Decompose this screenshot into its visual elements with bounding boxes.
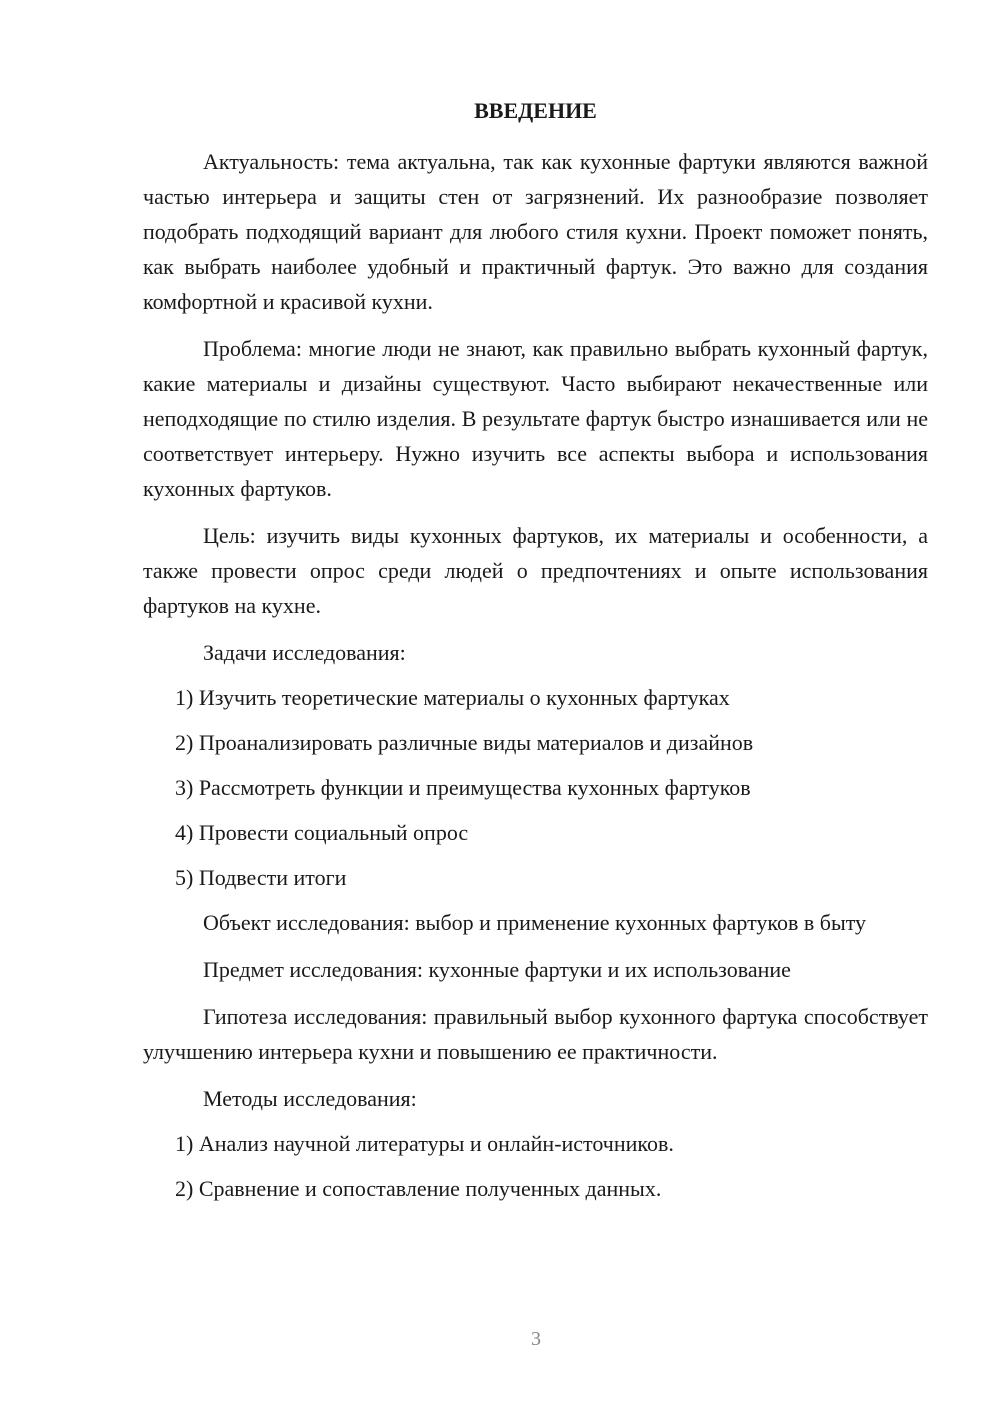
methods-heading: Методы исследования:: [203, 1086, 417, 1111]
method-item: 1) Анализ научной литературы и онлайн-источников.: [175, 1131, 674, 1156]
problem-paragraph: Проблема: многие люди не знают, как правильно выбрать кухонный фартук, какие материалы и дизайны существуют. Часто выбирают некачественные или неподходящие по стилю изделия. В результате фартук быстро изнашивается или не соответствует интерьеру. Нужно изучить все аспекты выбора и использования кухонных фартуков.: [143, 336, 928, 501]
page-number: 3: [531, 1328, 541, 1350]
subject-paragraph: Предмет исследования: кухонные фартуки и их использование: [203, 957, 791, 982]
goal-paragraph: Цель: изучить виды кухонных фартуков, их материалы и особенности, а также провести опрос среди людей о предпочтениях и опыте использования фартуков на кухне.: [143, 523, 928, 618]
method-item: 2) Сравнение и сопоставление полученных данных.: [175, 1176, 662, 1201]
task-item: 5) Подвести итоги: [175, 865, 347, 890]
hypothesis-paragraph: Гипотеза исследования: правильный выбор кухонного фартука способствует улучшению интерьера кухни и повышению ее практичности.: [143, 1004, 928, 1064]
task-item: 2) Проанализировать различные виды материалов и дизайнов: [175, 730, 754, 755]
document-page: [143, 96, 928, 1216]
object-paragraph: Объект исследования: выбор и применение кухонных фартуков в быту: [203, 910, 867, 935]
page-title: ВВЕДЕНИЕ: [474, 98, 597, 123]
task-item: 3) Рассмотреть функции и преимущества кухонных фартуков: [175, 775, 751, 800]
task-item: 1) Изучить теоретические материалы о кухонных фартуках: [175, 685, 730, 710]
tasks-heading: Задачи исследования:: [203, 640, 406, 665]
task-item: 4) Провести социальный опрос: [175, 820, 469, 845]
relevance-paragraph: Актуальность: тема актуальна, так как кухонные фартуки являются важной частью интерьера и защиты стен от загрязнений. Их разнообразие позволяет подобрать подходящий вариант для любого стиля кухни. Проект поможет понять, как выбрать наиболее удобный и практичный фартук. Это важно для создания комфортной и красивой кухни.: [143, 149, 928, 314]
